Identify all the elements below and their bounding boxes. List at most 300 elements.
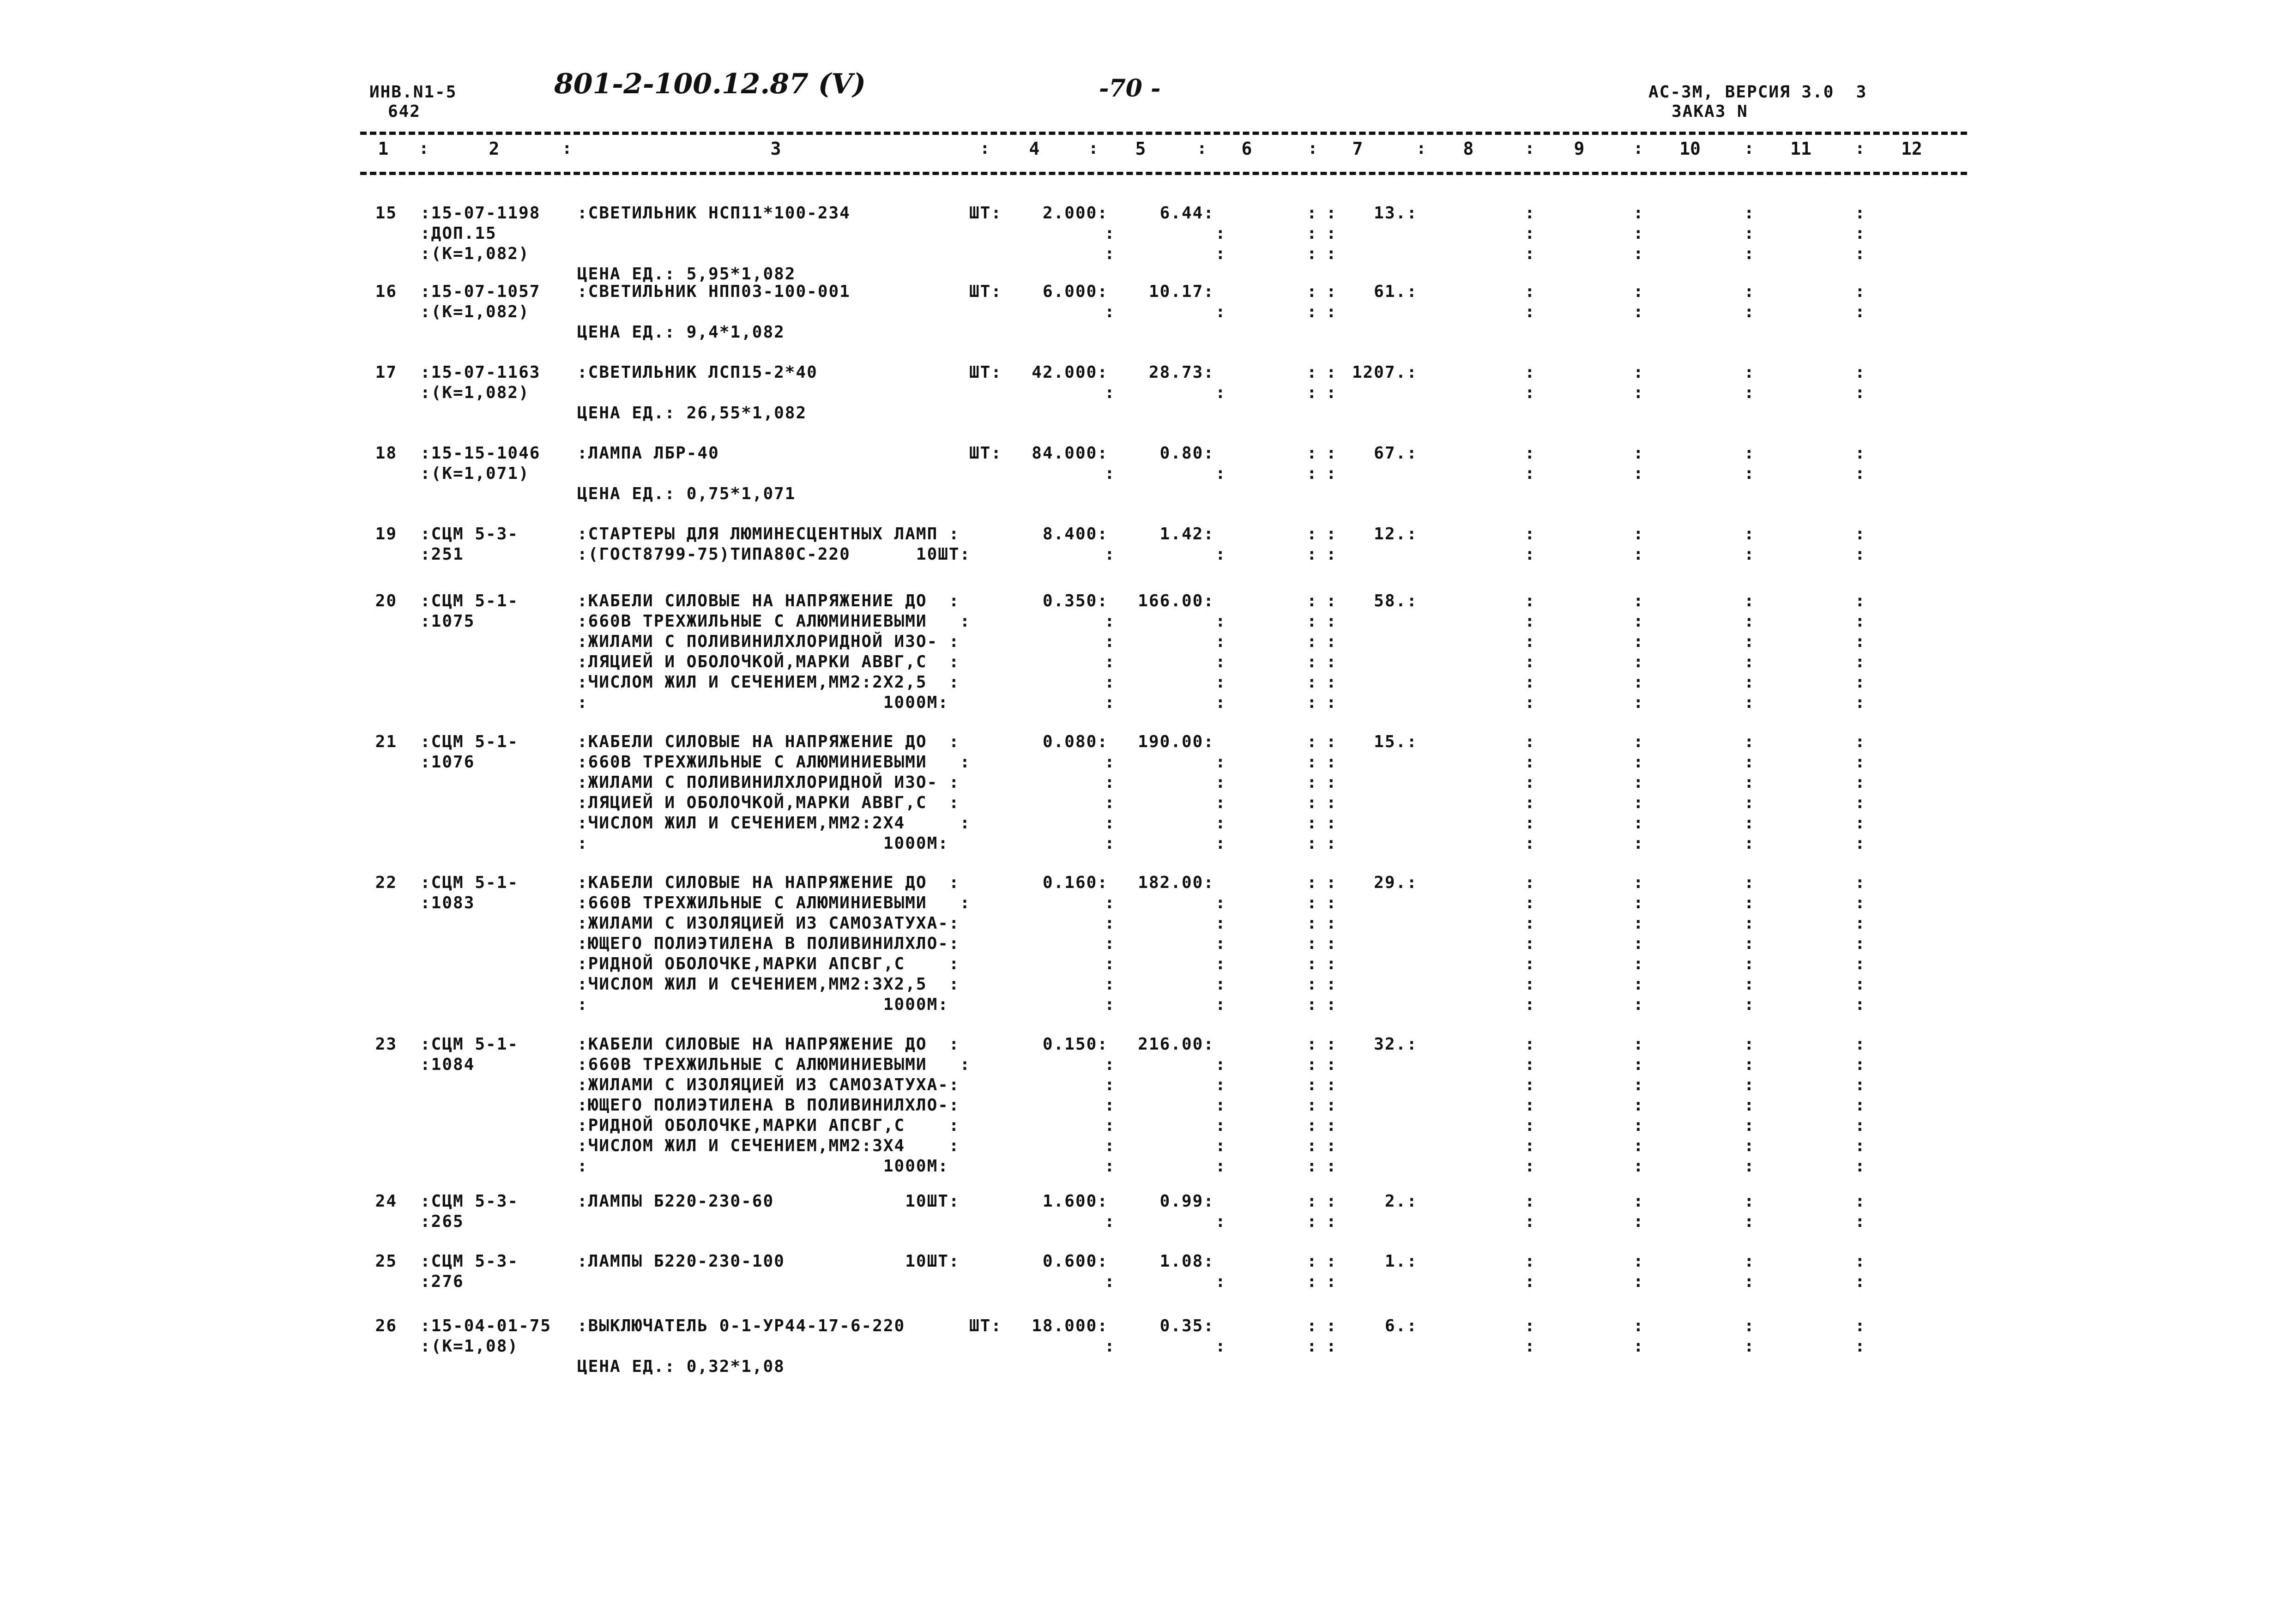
column-separator: : — [1633, 1136, 1644, 1155]
column-separator: : — [1088, 139, 1099, 158]
column-separator: : — [1105, 693, 1116, 712]
column-separator: : — [1744, 302, 1755, 321]
column-separator: : — [1855, 302, 1866, 321]
column-separator: : — [1855, 1116, 1866, 1135]
column-separator: : — [1633, 363, 1644, 382]
row-description: :РИДНОЙ ОБОЛОЧКЕ,МАРКИ АПСВГ,С : — [577, 1116, 960, 1135]
column-separator: : — [1525, 814, 1536, 833]
column-separator: : — [1215, 632, 1226, 651]
column-separator: : — [1525, 224, 1536, 243]
column-separator: : — [1744, 1055, 1755, 1074]
column-separator: : — [1326, 995, 1337, 1014]
row-price: 190.00: — [1138, 732, 1214, 751]
column-separator: : — [1525, 1136, 1536, 1155]
column-separator: : — [1855, 1316, 1866, 1335]
column-separator: : — [1525, 1252, 1536, 1271]
column-separator: : — [1633, 632, 1644, 651]
row-description: :(ГОСТ8799-75)ТИПА80С-220 10ШТ: — [577, 545, 971, 564]
column-separator: : — [1215, 814, 1226, 833]
column-separator: : — [1105, 1157, 1116, 1176]
row-description: :РИДНОЙ ОБОЛОЧКЕ,МАРКИ АПСВГ,С : — [577, 954, 960, 973]
column-separator: : — [1525, 873, 1536, 892]
column-separator: : — [1215, 1055, 1226, 1074]
column-separator: : — [1633, 464, 1644, 483]
row-code: :15-07-1163 — [420, 363, 541, 382]
column-separator: : — [1307, 814, 1318, 833]
column-separator: : — [1525, 282, 1536, 301]
column-separator: : — [1326, 383, 1337, 402]
row-total: 1.: — [1384, 1252, 1418, 1271]
column-separator: : — [1326, 975, 1337, 994]
column-separator: : — [1744, 995, 1755, 1014]
column-separator: : — [1525, 1035, 1536, 1054]
row-quantity: 42.000: — [1032, 363, 1108, 382]
column-separator: : — [1855, 444, 1866, 463]
column-separator: : — [1525, 1157, 1536, 1176]
row-total: 58.: — [1374, 592, 1418, 610]
row-unit-price: ЦЕНА ЕД.: 9,4*1,082 — [577, 323, 785, 342]
row-code: :15-04-01-75 — [420, 1316, 552, 1335]
column-separator: : — [1215, 934, 1226, 953]
row-code: :СЦМ 5-1- — [420, 1035, 519, 1054]
column-separator: : — [1326, 1272, 1337, 1291]
row-price: 1.42: — [1159, 525, 1214, 543]
column-separator: : — [1326, 914, 1337, 933]
column-separator: : — [1525, 693, 1536, 712]
column-separator: : — [1633, 934, 1644, 953]
column-separator: : — [1525, 302, 1536, 321]
column-separator: : — [1215, 1157, 1226, 1176]
column-separator: : — [1105, 1272, 1116, 1291]
column-separator: : — [1633, 1055, 1644, 1074]
row-description: :ЧИСЛОМ ЖИЛ И СЕЧЕНИЕМ,ММ2:2Х4 : — [577, 814, 971, 833]
column-separator: : — [1744, 1035, 1755, 1054]
column-separator: : — [1105, 1212, 1116, 1231]
row-description: :ЖИЛАМИ С ПОЛИВИНИЛХЛОРИДНОЙ ИЗО- : — [577, 632, 960, 651]
row-total: 15.: — [1374, 732, 1418, 751]
column-separator: : — [1326, 204, 1337, 223]
column-separator: : — [1307, 773, 1318, 792]
row-total: 2.: — [1384, 1192, 1418, 1211]
column-separator: : — [1326, 693, 1337, 712]
column-separator: : — [1326, 873, 1337, 892]
column-separator: : — [1215, 224, 1226, 243]
row-description: :ЛАМПА ЛБР-40 — [577, 444, 719, 463]
column-separator: : — [1525, 834, 1536, 853]
column-separator: : — [1326, 1252, 1337, 1271]
row-description: :КАБЕЛИ СИЛОВЫЕ НА НАПРЯЖЕНИЕ ДО : — [577, 873, 960, 892]
row-unit-price: ЦЕНА ЕД.: 26,55*1,082 — [577, 404, 807, 423]
column-separator: : — [1633, 894, 1644, 912]
column-separator: : — [1326, 934, 1337, 953]
column-separator: : — [1326, 954, 1337, 973]
row-description: :660В ТРЕХЖИЛЬНЫЕ С АЛЮМИНИЕВЫМИ : — [577, 612, 971, 631]
column-separator: : — [1326, 612, 1337, 631]
row-code: :СЦМ 5-1- — [420, 592, 519, 610]
column-separator: : — [1744, 282, 1755, 301]
column-separator: : — [1215, 753, 1226, 772]
column-separator: : — [1855, 995, 1866, 1014]
column-separator: : — [1307, 444, 1318, 463]
column-separator: : — [1326, 545, 1337, 564]
column-separator: : — [1105, 834, 1116, 853]
row-code: :15-15-1046 — [420, 444, 541, 463]
column-separator: : — [1326, 1337, 1337, 1356]
column-separator: : — [1215, 612, 1226, 631]
column-separator: : — [1633, 975, 1644, 994]
column-separator: : — [1525, 1075, 1536, 1094]
column-separator: : — [1326, 1192, 1337, 1211]
row-number: 23 — [375, 1035, 397, 1054]
column-separator: : — [1215, 464, 1226, 483]
column-separator: : — [1633, 814, 1644, 833]
row-total: 32.: — [1374, 1035, 1418, 1054]
column-separator: : — [1744, 1136, 1755, 1155]
column-separator: : — [1855, 934, 1866, 953]
column-separator: : — [1525, 1316, 1536, 1335]
row-quantity: 0.350: — [1042, 592, 1108, 610]
column-separator: : — [1855, 814, 1866, 833]
column-number: 12 — [1901, 139, 1922, 159]
row-description: : 1000М: — [577, 693, 949, 712]
column-separator: : — [1307, 1272, 1318, 1291]
column-separator: : — [1633, 914, 1644, 933]
row-description: :СВЕТИЛЬНИК НСП11*100-234 — [577, 204, 851, 223]
column-separator: : — [1215, 1212, 1226, 1231]
column-separator: : — [1744, 204, 1755, 223]
column-separator: : — [1105, 995, 1116, 1014]
column-separator: : — [1633, 1272, 1644, 1291]
row-description: :КАБЕЛИ СИЛОВЫЕ НА НАПРЯЖЕНИЕ ДО : — [577, 1035, 960, 1054]
column-separator: : — [1105, 753, 1116, 772]
column-separator: : — [1525, 652, 1536, 671]
column-separator: : — [1855, 914, 1866, 933]
row-description: :ЮЩЕГО ПОЛИЭТИЛЕНА В ПОЛИВИНИЛХЛО-: — [577, 934, 960, 953]
inventory-number: 642 — [388, 102, 421, 121]
column-separator: : — [1633, 224, 1644, 243]
column-separator: : — [1307, 545, 1318, 564]
column-separator: : — [1633, 954, 1644, 973]
column-separator: : — [1215, 652, 1226, 671]
column-separator: : — [1326, 894, 1337, 912]
column-separator: : — [1855, 1096, 1866, 1115]
column-separator: : — [980, 139, 991, 158]
column-separator: : — [1855, 224, 1866, 243]
row-quantity: 18.000: — [1032, 1316, 1108, 1335]
column-separator: : — [1855, 612, 1866, 631]
column-separator: : — [1744, 612, 1755, 631]
column-separator: : — [1105, 632, 1116, 651]
column-separator: : — [1326, 1116, 1337, 1135]
column-number: 9 — [1574, 139, 1585, 159]
column-separator: : — [1633, 444, 1644, 463]
column-separator: : — [1326, 464, 1337, 483]
column-separator: : — [1307, 693, 1318, 712]
row-price: 10.17: — [1148, 282, 1214, 301]
column-separator: : — [1307, 1252, 1318, 1271]
column-separator: : — [1105, 302, 1116, 321]
column-separator: : — [1855, 732, 1866, 751]
column-separator: : — [1855, 1337, 1866, 1356]
column-separator: : — [1855, 1192, 1866, 1211]
column-separator: : — [1307, 894, 1318, 912]
column-separator: : — [1633, 1096, 1644, 1115]
column-separator: : — [1215, 793, 1226, 812]
column-separator: : — [1105, 244, 1116, 263]
row-code: :ДОП.15 — [420, 224, 497, 243]
column-separator: : — [1633, 302, 1644, 321]
row-description: :660В ТРЕХЖИЛЬНЫЕ С АЛЮМИНИЕВЫМИ : — [577, 1055, 971, 1074]
column-separator: : — [1326, 224, 1337, 243]
column-separator: : — [1326, 834, 1337, 853]
column-separator: : — [1744, 383, 1755, 402]
row-code: :1076 — [420, 753, 475, 772]
row-number: 18 — [375, 444, 397, 463]
column-separator: : — [1215, 1272, 1226, 1291]
row-number: 22 — [375, 873, 397, 892]
row-unit: ШТ: — [969, 1316, 1002, 1335]
column-separator: : — [1633, 834, 1644, 853]
column-separator: : — [1744, 363, 1755, 382]
column-separator: : — [1744, 793, 1755, 812]
column-separator: : — [1307, 732, 1318, 751]
column-separator: : — [1105, 464, 1116, 483]
row-code: :СЦМ 5-3- — [420, 1192, 519, 1211]
column-separator: : — [1525, 1116, 1536, 1135]
column-number: 2 — [489, 139, 500, 159]
column-separator: : — [1326, 673, 1337, 692]
column-separator: : — [1326, 632, 1337, 651]
column-separator: : — [1326, 1035, 1337, 1054]
column-separator: : — [1744, 934, 1755, 953]
column-separator: : — [1525, 954, 1536, 973]
column-separator: : — [1105, 1075, 1116, 1094]
column-separator: : — [1326, 1316, 1337, 1335]
row-description: :ВЫКЛЮЧАТЕЛЬ 0-1-УР44-17-6-220 — [577, 1316, 906, 1335]
column-separator: : — [1744, 592, 1755, 610]
column-separator: : — [1744, 673, 1755, 692]
column-separator: : — [1105, 934, 1116, 953]
column-separator: : — [1326, 652, 1337, 671]
column-separator: : — [1307, 363, 1318, 382]
column-separator: : — [1307, 1075, 1318, 1094]
row-unit: ШТ: — [969, 282, 1002, 301]
column-separator: : — [1215, 693, 1226, 712]
column-separator: : — [1633, 1157, 1644, 1176]
row-code: :(К=1,082) — [420, 302, 530, 321]
row-unit-price: ЦЕНА ЕД.: 5,95*1,082 — [577, 265, 796, 284]
column-separator: : — [1744, 244, 1755, 263]
column-separator: : — [1105, 954, 1116, 973]
column-separator: : — [1633, 1192, 1644, 1211]
column-number: 10 — [1679, 139, 1701, 159]
column-number: 11 — [1790, 139, 1811, 159]
column-separator: : — [1215, 954, 1226, 973]
column-separator: : — [1633, 1337, 1644, 1356]
column-number: 7 — [1352, 139, 1363, 159]
column-separator: : — [1855, 464, 1866, 483]
row-price: 1.08: — [1159, 1252, 1214, 1271]
column-separator: : — [1633, 995, 1644, 1014]
column-separator: : — [1105, 814, 1116, 833]
column-separator: : — [1307, 673, 1318, 692]
column-separator: : — [1525, 545, 1536, 564]
row-code: :(К=1,082) — [420, 244, 530, 263]
column-separator: : — [1744, 873, 1755, 892]
column-separator: : — [1744, 894, 1755, 912]
column-separator: : — [1307, 954, 1318, 973]
row-description: :СТАРТЕРЫ ДЛЯ ЛЮМИНЕСЦЕНТНЫХ ЛАМП : — [577, 525, 960, 543]
column-separator: : — [1105, 914, 1116, 933]
column-separator: : — [1633, 383, 1644, 402]
project-code: 801-2-100.12.87 (V) — [554, 68, 866, 100]
row-description: :СВЕТИЛЬНИК НПП03-100-001 — [577, 282, 851, 301]
column-separator: : — [1105, 224, 1116, 243]
column-separator: : — [1307, 525, 1318, 543]
column-separator: : — [1744, 1192, 1755, 1211]
column-separator: : — [1525, 673, 1536, 692]
column-separator: : — [1307, 995, 1318, 1014]
column-separator: : — [1744, 1316, 1755, 1335]
row-total: 61.: — [1374, 282, 1418, 301]
page-number: -70 - — [1099, 74, 1161, 103]
column-separator: : — [1633, 673, 1644, 692]
row-number: 25 — [375, 1252, 397, 1271]
column-separator: : — [1744, 773, 1755, 792]
column-separator: : — [1633, 693, 1644, 712]
column-separator: : — [1744, 224, 1755, 243]
column-separator: : — [1744, 914, 1755, 933]
column-separator: : — [1525, 1212, 1536, 1231]
column-separator: : — [1633, 592, 1644, 610]
column-separator: : — [1326, 1055, 1337, 1074]
column-separator: : — [1307, 383, 1318, 402]
column-separator: : — [1525, 1192, 1536, 1211]
column-separator: : — [1307, 652, 1318, 671]
row-code: :265 — [420, 1212, 464, 1231]
header-rule-bottom — [360, 172, 1967, 175]
row-description: : 1000М: — [577, 834, 949, 853]
column-separator: : — [1215, 995, 1226, 1014]
row-description: :ЛАМПЫ Б220-230-60 10ШТ: — [577, 1192, 960, 1211]
row-quantity: 6.000: — [1042, 282, 1108, 301]
row-code: :1083 — [420, 894, 475, 912]
column-separator: : — [1307, 793, 1318, 812]
column-separator: : — [1326, 1136, 1337, 1155]
row-quantity: 1.600: — [1042, 1192, 1108, 1211]
column-separator: : — [1633, 139, 1644, 158]
column-separator: : — [1307, 1096, 1318, 1115]
column-separator: : — [1633, 525, 1644, 543]
column-separator: : — [1855, 383, 1866, 402]
column-separator: : — [1855, 652, 1866, 671]
row-price: 0.80: — [1159, 444, 1214, 463]
column-separator: : — [1326, 1096, 1337, 1115]
column-separator: : — [1197, 139, 1208, 158]
column-separator: : — [1307, 975, 1318, 994]
column-separator: : — [1855, 954, 1866, 973]
column-separator: : — [1525, 204, 1536, 223]
column-separator: : — [1525, 732, 1536, 751]
column-separator: : — [1525, 1055, 1536, 1074]
column-separator: : — [1525, 914, 1536, 933]
column-separator: : — [1307, 873, 1318, 892]
row-code: :1084 — [420, 1055, 475, 1074]
column-number: 4 — [1029, 139, 1040, 159]
row-description: :ЧИСЛОМ ЖИЛ И СЕЧЕНИЕМ,ММ2:3Х4 : — [577, 1136, 960, 1155]
column-separator: : — [1307, 1116, 1318, 1135]
column-separator: : — [1307, 632, 1318, 651]
column-separator: : — [1855, 244, 1866, 263]
row-description: : 1000М: — [577, 1157, 949, 1176]
row-code: :СЦМ 5-3- — [420, 1252, 519, 1271]
row-description: :660В ТРЕХЖИЛЬНЫЕ С АЛЮМИНИЕВЫМИ : — [577, 894, 971, 912]
row-number: 26 — [375, 1316, 397, 1335]
column-separator: : — [1855, 1157, 1866, 1176]
row-number: 20 — [375, 592, 397, 610]
column-separator: : — [1633, 753, 1644, 772]
column-separator: : — [1744, 1212, 1755, 1231]
row-price: 216.00: — [1138, 1035, 1214, 1054]
column-separator: : — [1326, 363, 1337, 382]
column-separator: : — [1105, 652, 1116, 671]
column-separator: : — [1307, 834, 1318, 853]
column-separator: : — [1105, 1116, 1116, 1135]
column-separator: : — [1105, 1136, 1116, 1155]
header-rule-top — [360, 132, 1967, 135]
column-separator: : — [1633, 282, 1644, 301]
row-description: :ЛЯЦИЕЙ И ОБОЛОЧКОЙ,МАРКИ АВВГ,С : — [577, 652, 960, 671]
row-total: 1207.: — [1352, 363, 1418, 382]
column-separator: : — [1525, 995, 1536, 1014]
column-separator: : — [1744, 834, 1755, 853]
row-description: :КАБЕЛИ СИЛОВЫЕ НА НАПРЯЖЕНИЕ ДО : — [577, 732, 960, 751]
column-separator: : — [1105, 545, 1116, 564]
row-quantity: 0.080: — [1042, 732, 1108, 751]
column-separator: : — [1855, 1035, 1866, 1054]
column-separator: : — [1633, 1212, 1644, 1231]
column-separator: : — [1855, 592, 1866, 610]
column-separator: : — [1855, 363, 1866, 382]
row-description: :ЖИЛАМИ С ИЗОЛЯЦИЕЙ ИЗ САМОЗАТУХА-: — [577, 914, 960, 933]
row-description: :ЮЩЕГО ПОЛИЭТИЛЕНА В ПОЛИВИНИЛХЛО-: — [577, 1096, 960, 1115]
column-separator: : — [1633, 793, 1644, 812]
column-separator: : — [1525, 612, 1536, 631]
column-separator: : — [1105, 1055, 1116, 1074]
row-quantity: 84.000: — [1032, 444, 1108, 463]
column-separator: : — [1525, 793, 1536, 812]
column-separator: : — [1307, 204, 1318, 223]
column-separator: : — [1855, 204, 1866, 223]
column-separator: : — [1105, 612, 1116, 631]
column-separator: : — [1307, 1212, 1318, 1231]
column-separator: : — [1633, 204, 1644, 223]
column-separator: : — [1525, 1272, 1536, 1291]
row-total: 6.: — [1384, 1316, 1418, 1335]
column-separator: : — [1744, 814, 1755, 833]
column-separator: : — [1525, 753, 1536, 772]
column-separator: : — [1525, 975, 1536, 994]
row-unit: ШТ: — [969, 363, 1002, 382]
column-separator: : — [1215, 383, 1226, 402]
row-description: :ЛЯЦИЕЙ И ОБОЛОЧКОЙ,МАРКИ АВВГ,С : — [577, 793, 960, 812]
column-separator: : — [1744, 652, 1755, 671]
column-separator: : — [1307, 1337, 1318, 1356]
column-separator: : — [1744, 1272, 1755, 1291]
column-number: 3 — [770, 139, 781, 159]
column-separator: : — [1744, 632, 1755, 651]
row-code: :(К=1,082) — [420, 383, 530, 402]
